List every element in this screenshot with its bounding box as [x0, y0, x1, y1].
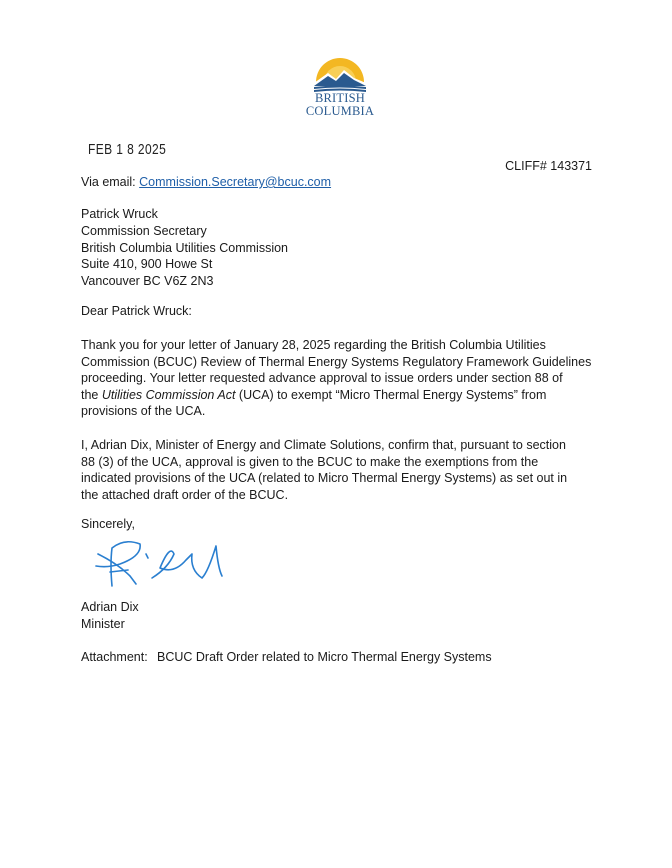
via-email-line [81, 175, 331, 189]
attachment-label: Attachment: [81, 650, 148, 664]
attachment-line [81, 650, 492, 664]
paragraph-line: 88 (3) of the UCA, approval is given to the BCUC to make the exemptions from the [81, 454, 539, 469]
paragraph-line: the attached draft order of the BCUC. [81, 487, 289, 502]
act-title: Utilities Commission Act [101, 387, 236, 402]
handwritten-signature [90, 524, 230, 602]
date-stamp: FEB 1 8 2025 [88, 141, 167, 158]
recipient-address [81, 206, 288, 290]
recipient-city: Vancouver BC V6Z 2N3 [81, 274, 214, 289]
paragraph-line: Thank you for your letter of January 28, 2025 regarding the British Columbia Utilities [81, 338, 546, 352]
paragraph-line: proceeding. Your letter requested advance approval to issue orders under section 88 of [81, 371, 563, 386]
bc-government-logo [300, 56, 380, 122]
signer-title: Minister [81, 616, 125, 631]
paragraph-line: Commission (BCUC) Review of Thermal Energy Systems Regulatory Framework Guidelines [81, 354, 592, 369]
salutation: Dear Patrick Wruck: [81, 304, 192, 318]
recipient-name: Patrick Wruck [81, 207, 158, 221]
recipient-title: Commission Secretary [81, 223, 207, 238]
recipient-organization: British Columbia Utilities Commission [81, 240, 288, 255]
logo-text-line2: COLUMBIA [305, 104, 375, 118]
paragraph-line: I, Adrian Dix, Minister of Energy and Climate Solutions, confirm that, pursuant to section [81, 438, 566, 452]
signer-block [81, 599, 139, 633]
logo-text-line1: BRITISH [314, 91, 365, 105]
paragraph-line: the Utilities Commission Act (UCA) to exempt “Micro Thermal Energy Systems” from [81, 387, 547, 402]
body-paragraph-1 [81, 337, 601, 420]
recipient-street: Suite 410, 900 Howe St [81, 257, 213, 272]
email-link[interactable]: Commission.Secretary@bcuc.com [139, 175, 332, 189]
body-paragraph-2 [81, 437, 601, 503]
reference-number: CLIFF# 143371 [505, 159, 592, 173]
attachment-text: BCUC Draft Order related to Micro Thermal Energy Systems [157, 650, 492, 664]
paragraph-line: indicated provisions of the UCA (related to Micro Thermal Energy Systems) as set out in [81, 471, 568, 486]
closing: Sincerely, [81, 517, 135, 531]
signer-name: Adrian Dix [81, 600, 139, 614]
via-email-label: Via email: [81, 175, 140, 189]
sun-mountains-emblem-icon [310, 56, 370, 92]
paragraph-line: provisions of the UCA. [81, 404, 206, 419]
